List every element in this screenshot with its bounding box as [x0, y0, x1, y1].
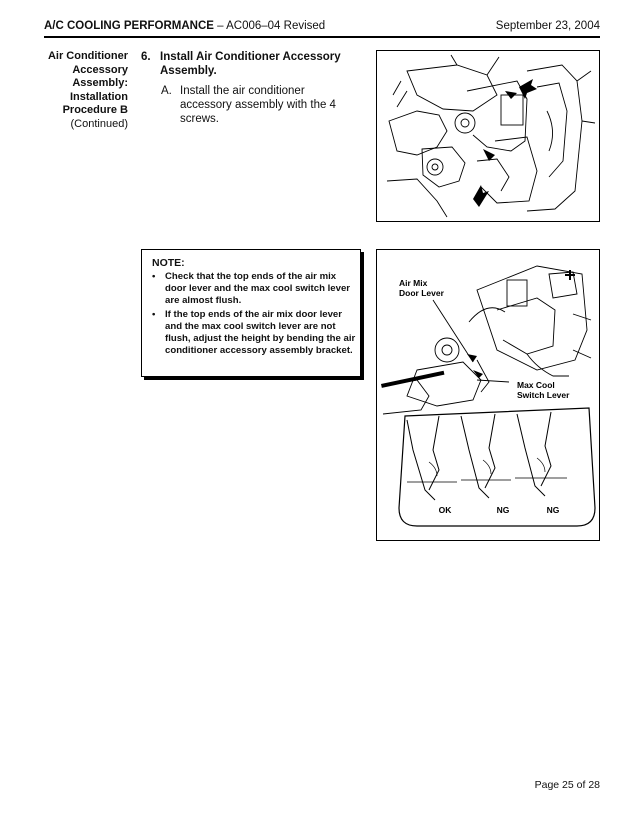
label-air-mix-line1: Air Mix — [399, 278, 428, 288]
header-rule — [44, 36, 600, 38]
substep-text: Install the air conditioner accessory assembly with the 4 screws. — [180, 85, 336, 125]
label-ng: NG — [496, 505, 510, 515]
section-sidehead — [30, 50, 128, 132]
page-header — [44, 20, 600, 36]
label-ok: OK — [438, 505, 452, 515]
sidehead-continued: (Continued) — [70, 117, 128, 130]
sidehead-line: Procedure B — [62, 104, 128, 117]
note-item — [152, 309, 357, 358]
step-number: 6. — [141, 51, 151, 63]
substep-label: A. — [161, 85, 172, 97]
doc-code: – AC006–04 Revised — [213, 20, 326, 32]
label-air-mix-line2: Door Lever — [399, 288, 444, 298]
note-item — [152, 271, 357, 308]
note-list — [152, 271, 357, 358]
note-box — [141, 249, 361, 377]
header-title — [44, 20, 325, 32]
bullet-icon: • — [152, 308, 156, 320]
step-title: Install Air Conditioner Accessory Assembly. — [160, 51, 341, 77]
label-max-cool-line2: Switch Lever — [517, 390, 570, 400]
lever-illustration — [377, 250, 599, 540]
sidehead-line: Accessory — [72, 63, 128, 76]
header-date: September 23, 2004 — [495, 20, 600, 32]
install-illustration — [377, 51, 599, 221]
figure-lever-alignment — [376, 249, 600, 541]
note-item-text: Check that the top ends of the air mix door lever and the max cool switch lever are almost flush. — [165, 271, 351, 307]
page-number: Page 25 of 28 — [534, 779, 600, 791]
sidehead-line: Installation — [69, 90, 128, 103]
sidehead-line: Assembly: — [72, 77, 128, 90]
doc-title: A/C COOLING PERFORMANCE — [44, 20, 214, 32]
figure-install-assembly — [376, 50, 600, 222]
note-title: NOTE: — [152, 257, 185, 269]
label-ng: NG — [546, 505, 560, 515]
bullet-icon: • — [152, 271, 156, 282]
sidehead-line: Air Conditioner — [47, 50, 128, 62]
label-max-cool-line1: Max Cool — [517, 380, 555, 390]
note-item-text: If the top ends of the air mix door lever and the max cool switch lever are not flush, adjust the height by bending the air conditioner accessory assembly bracket. — [165, 308, 356, 357]
